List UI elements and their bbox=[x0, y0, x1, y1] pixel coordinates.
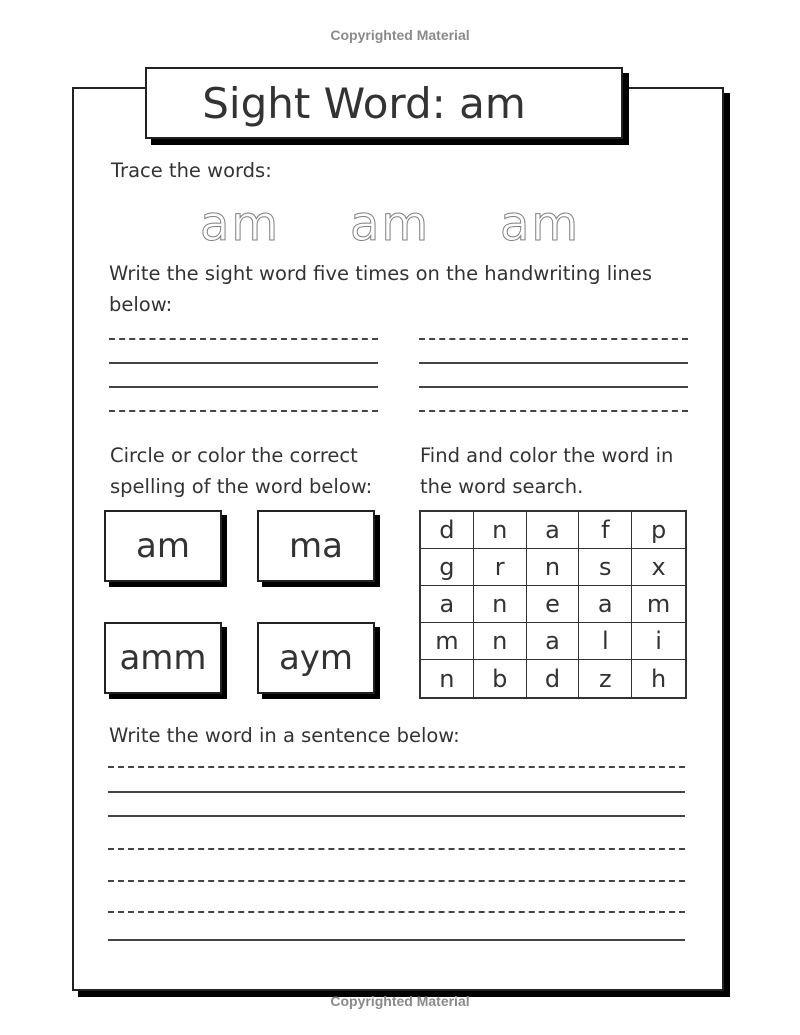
circle-heading-line2: spelling of the word below: bbox=[110, 475, 373, 498]
grid-cell[interactable]: l bbox=[579, 623, 632, 660]
grid-cell[interactable]: m bbox=[632, 586, 685, 623]
grid-cell[interactable]: e bbox=[527, 586, 580, 623]
title-banner bbox=[145, 67, 623, 139]
spelling-option-amm[interactable]: amm bbox=[104, 622, 222, 694]
dashed-guide-line bbox=[109, 338, 378, 340]
grid-cell[interactable]: n bbox=[474, 512, 527, 549]
write-five-heading-line2: below: bbox=[109, 293, 173, 316]
spelling-option-aym[interactable]: aym bbox=[257, 622, 375, 694]
solid-guide-line bbox=[109, 386, 378, 388]
grid-cell[interactable]: n bbox=[474, 623, 527, 660]
grid-cell[interactable]: g bbox=[421, 549, 474, 586]
solid-guide-line bbox=[108, 939, 685, 941]
trace-word-2[interactable]: am bbox=[350, 196, 431, 252]
dashed-guide-line bbox=[108, 766, 685, 768]
trace-heading: Trace the words: bbox=[111, 159, 272, 182]
solid-guide-line bbox=[419, 386, 688, 388]
copyright-watermark-top: Copyrighted Material bbox=[330, 27, 470, 43]
grid-cell[interactable]: z bbox=[579, 660, 632, 697]
trace-word-1[interactable]: am bbox=[200, 196, 281, 252]
grid-cell[interactable]: i bbox=[632, 623, 685, 660]
word-search-heading-line1: Find and color the word in bbox=[420, 444, 674, 467]
trace-words-row bbox=[195, 198, 585, 250]
sentence-heading: Write the word in a sentence below: bbox=[109, 724, 460, 747]
word-search-heading-line2: the word search. bbox=[420, 475, 584, 498]
grid-cell[interactable]: a bbox=[527, 512, 580, 549]
dashed-guide-line bbox=[108, 880, 685, 882]
solid-guide-line bbox=[419, 362, 688, 364]
write-five-heading-line1: Write the sight word five times on the handwriting lines bbox=[109, 262, 653, 285]
grid-cell[interactable]: n bbox=[421, 660, 474, 697]
copyright-watermark-bottom: Copyrighted Material bbox=[330, 993, 470, 1009]
page-title: Sight Word: am bbox=[202, 78, 526, 128]
grid-cell[interactable]: d bbox=[421, 512, 474, 549]
grid-cell[interactable]: d bbox=[527, 660, 580, 697]
dashed-guide-line bbox=[108, 848, 685, 850]
solid-guide-line bbox=[109, 362, 378, 364]
trace-word-3[interactable]: am bbox=[500, 196, 581, 252]
dashed-guide-line bbox=[419, 410, 688, 412]
circle-heading-line1: Circle or color the correct bbox=[110, 444, 358, 467]
dashed-guide-line bbox=[109, 410, 378, 412]
grid-cell[interactable]: b bbox=[474, 660, 527, 697]
grid-cell[interactable]: m bbox=[421, 623, 474, 660]
grid-cell[interactable]: s bbox=[579, 549, 632, 586]
grid-cell[interactable]: n bbox=[474, 586, 527, 623]
grid-cell[interactable]: r bbox=[474, 549, 527, 586]
grid-cell[interactable]: a bbox=[527, 623, 580, 660]
grid-cell[interactable]: f bbox=[579, 512, 632, 549]
word-search-grid bbox=[419, 510, 687, 699]
grid-cell[interactable]: a bbox=[421, 586, 474, 623]
spelling-option-ma[interactable]: ma bbox=[257, 510, 375, 582]
solid-guide-line bbox=[108, 791, 685, 793]
grid-cell[interactable]: x bbox=[632, 549, 685, 586]
dashed-guide-line bbox=[108, 911, 685, 913]
solid-guide-line bbox=[108, 815, 685, 817]
dashed-guide-line bbox=[419, 338, 688, 340]
grid-cell[interactable]: n bbox=[527, 549, 580, 586]
grid-cell[interactable]: h bbox=[650, 664, 667, 693]
grid-cell[interactable]: a bbox=[579, 586, 632, 623]
spelling-option-am[interactable]: am bbox=[104, 510, 222, 582]
grid-cell[interactable]: p bbox=[632, 512, 685, 549]
